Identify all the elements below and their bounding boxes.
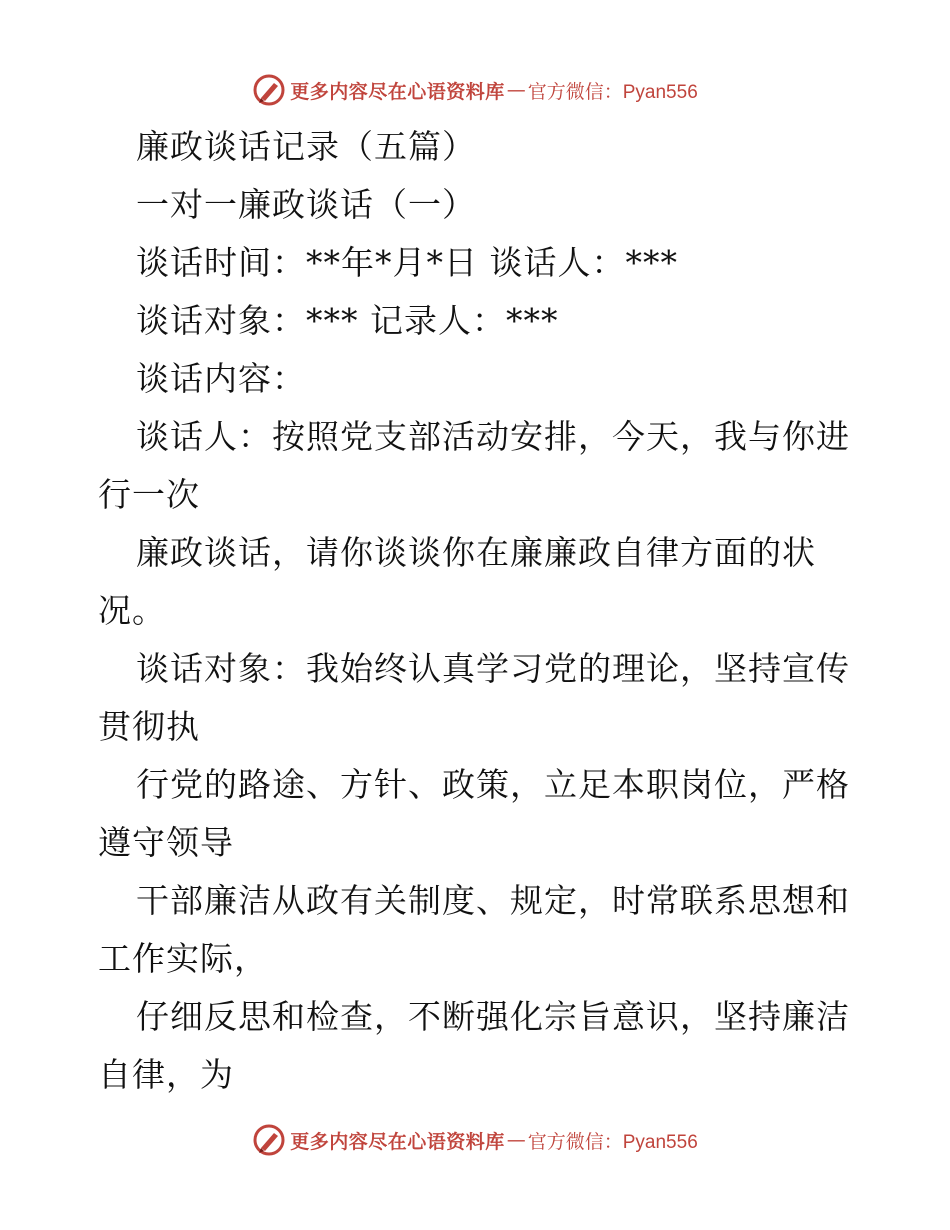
watermark-account-text: 官方微信：Pyan556 <box>527 81 698 103</box>
header-watermark <box>0 70 950 110</box>
paragraph-line: 行党的路途、方针、政策，立足本职岗位，严格 <box>136 765 850 804</box>
watermark-brand-text: 更多内容尽在心语资料库 <box>290 1130 505 1153</box>
paragraph-line: 贯彻执 <box>98 707 200 746</box>
meta-time-speaker: 谈话时间：**年*月*日 谈话人：*** <box>136 243 678 282</box>
content-label: 谈话内容： <box>136 359 306 398</box>
paragraph-line: 干部廉洁从政有关制度、规定，时常联系思想和 <box>136 881 850 920</box>
watermark-separator: — <box>506 79 526 101</box>
paragraph-line: 工作实际， <box>98 939 268 978</box>
paragraph-line: 谈话人：按照党支部活动安排，今天，我与你进 <box>136 417 850 456</box>
watermark-account-text: 官方微信：Pyan556 <box>527 1131 698 1153</box>
paragraph-line: 廉政谈话，请你谈谈你在廉廉政自律方面的状 <box>136 533 816 572</box>
paragraph-line: 自律，为 <box>98 1055 234 1094</box>
footer-watermark <box>0 1120 950 1160</box>
paragraph-line: 谈话对象：我始终认真学习党的理论，坚持宣传 <box>136 649 850 688</box>
paragraph-line: 遵守领导 <box>98 823 234 862</box>
paragraph-line: 行一次 <box>98 475 200 514</box>
section-heading: 一对一廉政谈话（一） <box>136 185 476 224</box>
document-title: 廉政谈话记录（五篇） <box>136 127 476 166</box>
document-body <box>98 118 858 1104</box>
watermark-separator: — <box>506 1129 526 1151</box>
pen-logo-icon <box>252 1123 286 1157</box>
pen-logo-icon <box>252 73 286 107</box>
watermark-brand-text: 更多内容尽在心语资料库 <box>290 80 505 103</box>
paragraph-line: 况。 <box>98 591 166 630</box>
paragraph-line: 仔细反思和检查，不断强化宗旨意识，坚持廉洁 <box>136 997 850 1036</box>
meta-subject-recorder: 谈话对象：*** 记录人：*** <box>136 301 559 340</box>
